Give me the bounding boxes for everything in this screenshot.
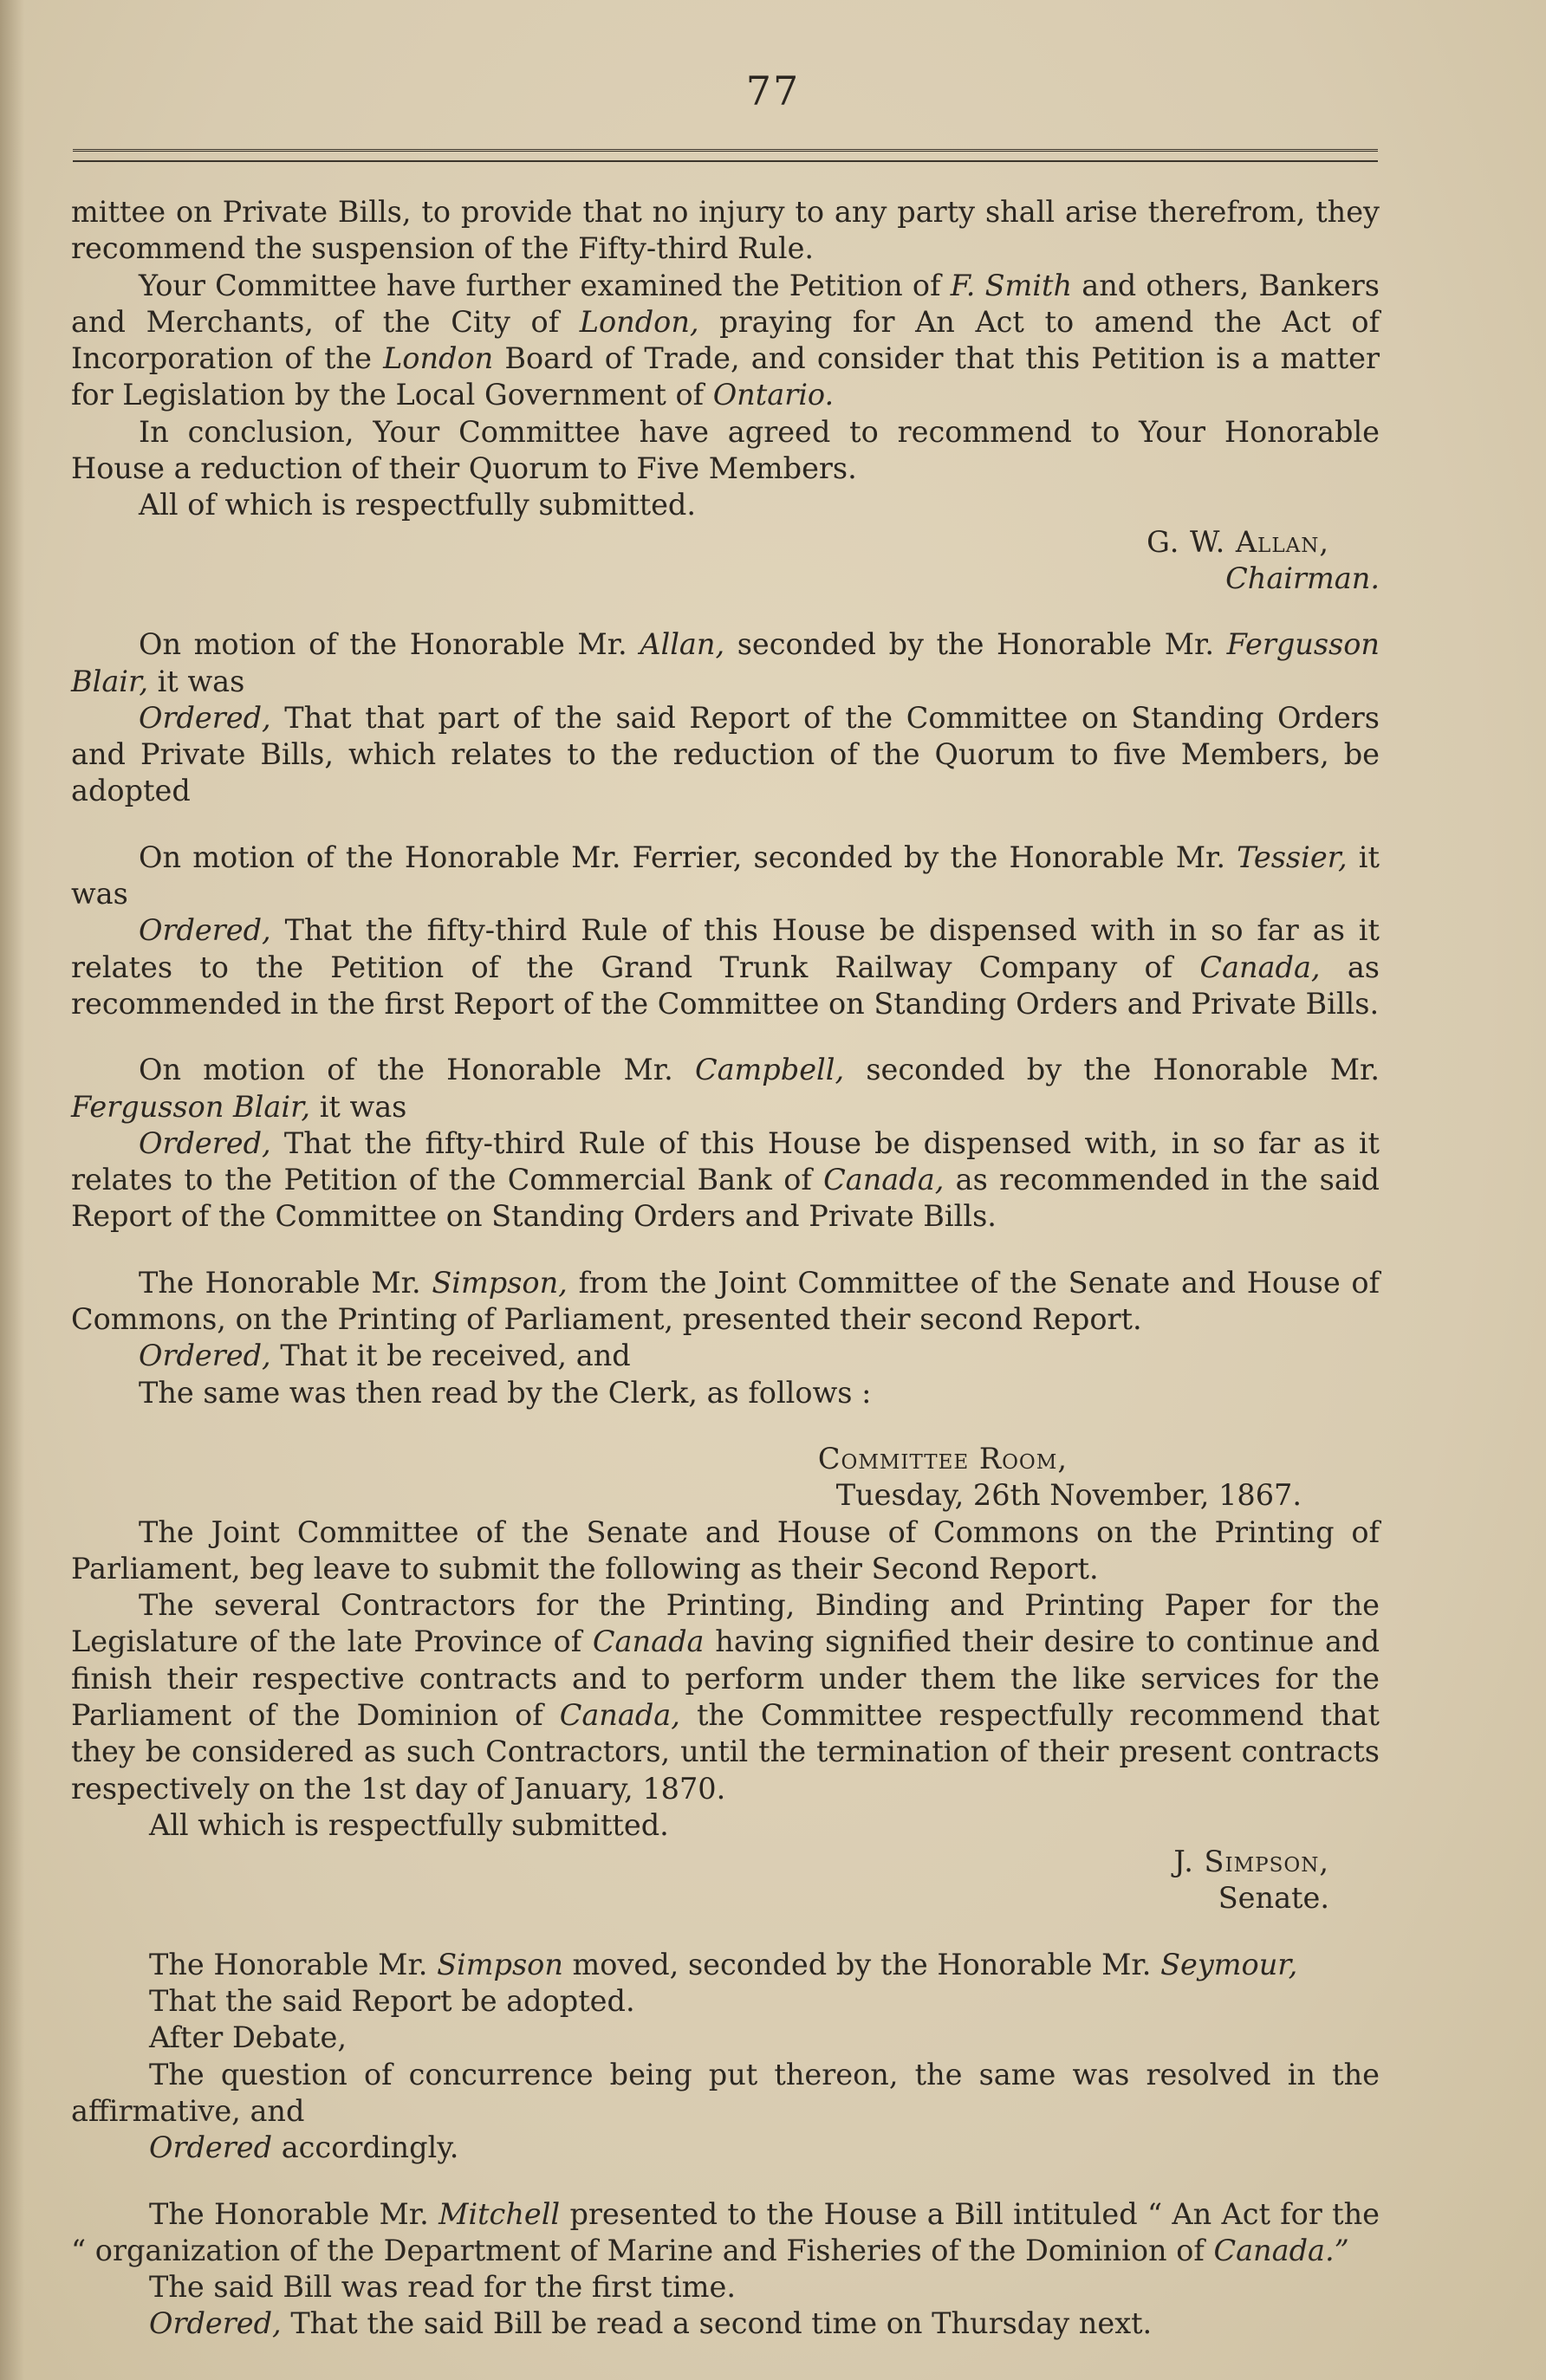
- text-run: That the fifty-third Rule of this House be dispensed with, in so far as it relates to the Petition of the Commercial Bank of: [71, 1125, 1380, 1197]
- page-number: 77: [745, 68, 801, 114]
- italic-text: Ordered,: [139, 700, 271, 735]
- bill-first-reading: The said Bill was read for the first time.: [149, 2270, 736, 2305]
- paragraph-submitted: All of which is respectfully submitted.: [139, 488, 697, 522]
- text-run: it was: [310, 1089, 407, 1124]
- italic-text: Canada.”: [1213, 2233, 1349, 2267]
- italic-text: Fergusson Blair,: [71, 627, 1380, 698]
- italic-text: Ordered,: [139, 913, 271, 948]
- text-run: Your Committee have further examined the Petition of: [139, 268, 951, 302]
- italic-text: Fergusson Blair,: [71, 1089, 311, 1124]
- report-paragraph-intro: The Joint Committee of the Senate and House of Commons on the Printing of Parliament, beg leave to submit the following as their Second Report.: [71, 1514, 1380, 1586]
- italic-text: Allan,: [640, 627, 725, 662]
- italic-text: Ordered,: [139, 1339, 271, 1373]
- motion-campbell: [71, 1052, 1380, 1125]
- italic-text: F. Smith: [950, 268, 1073, 302]
- report-paragraph-contractors: [71, 1587, 1380, 1807]
- text-run: The Honorable Mr.: [139, 1265, 432, 1300]
- order-second-reading: [71, 2305, 1380, 2342]
- order-accordingly: [71, 2130, 1380, 2166]
- italic-text: Simpson,: [432, 1265, 568, 1300]
- signature-name: G. W. Allan,: [1147, 524, 1329, 559]
- report-signer-house: Senate.: [1218, 1881, 1329, 1916]
- italic-text: Ordered: [149, 2130, 273, 2165]
- motion-simpson-report: [71, 1265, 1380, 1339]
- header-rule: [73, 149, 1378, 162]
- text-run: The Honorable Mr.: [149, 2196, 439, 2231]
- text-run: praying for An Act to amend the Act of Incorporation of the: [71, 304, 1380, 376]
- text-run: moved, seconded by the Honorable Mr.: [562, 1947, 1161, 1981]
- text-run: having signified their desire to continue and finish their respective contracts and to perform under them the like services for the Parliament of the Dominion of: [71, 1624, 1380, 1732]
- motion-line-debate: After Debate,: [149, 2020, 347, 2055]
- italic-text: London: [383, 341, 494, 376]
- order-campbell: [71, 1125, 1380, 1235]
- report-submitted: All which is respectfully submitted.: [149, 1807, 669, 1842]
- text-run: from the Joint Committee of the Senate and House of Commons, on the Printing of Parliament, presented their second Report.: [71, 1265, 1380, 1337]
- text-run: presented to the House a Bill intituled “ An Act for the “ organization of the Department of Marine and Fisheries of the Dominion of: [71, 2196, 1380, 2267]
- italic-text: Canada,: [823, 1163, 945, 1197]
- text-run: it was: [71, 840, 1380, 911]
- italic-text: Campbell,: [694, 1053, 845, 1087]
- italic-text: Ontario.: [712, 378, 835, 412]
- report-date: Tuesday, 26th November, 1867.: [835, 1478, 1302, 1513]
- italic-text: Ordered,: [149, 2306, 282, 2341]
- order-ferrier: [71, 912, 1380, 1022]
- italic-text: Mitchell: [438, 2196, 561, 2231]
- signature-title: Chairman.: [1225, 561, 1380, 595]
- motion-allan: [71, 626, 1380, 700]
- text-run: and others, Bankers and Merchants, of the City of: [71, 268, 1380, 339]
- text-run: That the said Bill be read a second time on Thursday next.: [281, 2306, 1153, 2341]
- italic-text: Seymour,: [1160, 1947, 1298, 1981]
- text-run: as recommended in the said Report of the Committee on Standing Orders and Private Bills.: [71, 1163, 1380, 1234]
- text-run: The several Contractors for the Printing, Binding and Printing Paper for the Legislature of the late Province of: [71, 1588, 1380, 1659]
- text-run: On motion of the Honorable Mr. Ferrier, seconded by the Honorable Mr.: [139, 840, 1237, 874]
- italic-text: Ordered,: [139, 1125, 271, 1160]
- text-run: That the fifty-third Rule of this House be dispensed with in so far as it relates to the Petition of the Grand Trunk Railway Company of: [71, 913, 1380, 984]
- paragraph-petition: [71, 268, 1380, 414]
- text-run: On motion of the Honorable Mr.: [139, 627, 640, 662]
- motion-ferrier: [71, 840, 1380, 913]
- italic-text: Tessier,: [1237, 840, 1348, 874]
- italic-text: Canada: [592, 1624, 705, 1659]
- motion-line-adopted: That the said Report be adopted.: [149, 1984, 635, 2019]
- order-allan: [71, 700, 1380, 810]
- text-run: On motion of the Honorable Mr.: [139, 1053, 695, 1087]
- text-run: The Honorable Mr.: [149, 1947, 438, 1981]
- text-run: That it be received, and: [270, 1339, 631, 1373]
- text-run: as recommended in the first Report of the Committee on Standing Orders and Private Bills.: [71, 950, 1380, 1021]
- read-by-clerk: The same was then read by the Clerk, as follows :: [139, 1375, 872, 1410]
- report-venue: Committee Room,: [817, 1441, 1068, 1475]
- text-run: seconded by the Honorable Mr.: [724, 627, 1227, 662]
- italic-text: Canada,: [1199, 950, 1321, 984]
- paragraph-continued: mittee on Private Bills, to provide that no injury to any party shall arise therefrom, they recommend the suspension of the Fifty-third Rule.: [71, 195, 1380, 266]
- bill-mitchell: [71, 2196, 1380, 2270]
- text-run: That that part of the said Report of the Committee on Standing Orders and Private Bills, which relates to the reduction of the Quorum to five Members, be adopted: [71, 700, 1380, 808]
- text-run: it was: [148, 664, 245, 698]
- motion-simpson-adopt: [71, 1947, 1380, 1983]
- italic-text: Simpson: [437, 1947, 563, 1981]
- italic-text: Canada,: [559, 1697, 680, 1732]
- journal-text: [71, 194, 1380, 2343]
- text-run: seconded by the Honorable Mr.: [844, 1053, 1380, 1087]
- text-run: accordingly.: [272, 2130, 459, 2165]
- paragraph-conclusion: In conclusion, Your Committee have agreed to recommend to Your Honorable House a reduction of their Quorum to Five Members.: [71, 414, 1380, 486]
- text-run: the Committee respectfully recommend that they be considered as such Contractors, until the termination of their present contracts respectively on the 1st day of January, 1870.: [71, 1697, 1380, 1806]
- motion-line-concurrence: The question of concurrence being put thereon, the same was resolved in the affirmative, and: [71, 2057, 1380, 2128]
- order-received: [71, 1338, 1380, 1374]
- text-run: Board of Trade, and consider that this Petition is a matter for Legislation by the Local Government of: [71, 341, 1380, 412]
- italic-text: London,: [579, 304, 699, 339]
- report-signer: J. Simpson,: [1173, 1845, 1329, 1879]
